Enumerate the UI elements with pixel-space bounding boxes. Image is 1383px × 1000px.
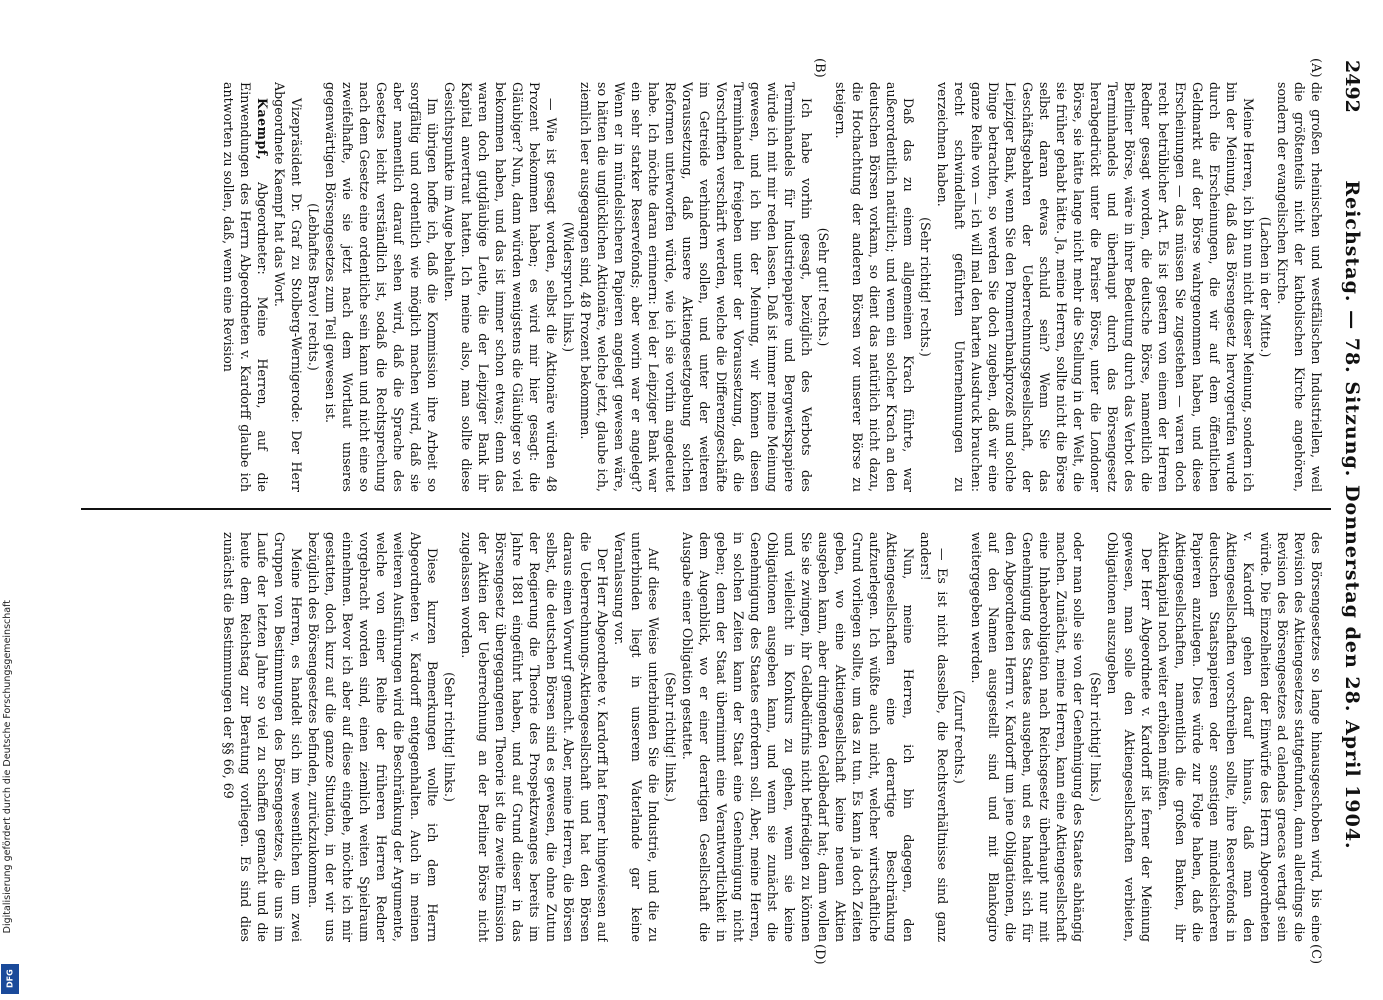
page-title: Reichstag. — 78. Sitzung. Donnerstag den 28. April 1904. — [1341, 180, 1363, 850]
paragraph: Auf diese Weise unterbinden Sie die Industrie, und die zu unterbinden liegt in unserem Vaterlande gar keine Veranlassung vor. — [612, 532, 661, 942]
paragraph: Meine Herren, es handelt sich im wesentlichen um zwei Gruppen von Bestimmungen des Börsengesetzes, die uns im Laufe der letzten Jahre so viel zu schaffen gemacht und die heute dem Reichstag zur Beratung vorliegen. Es sind dies zunächst die Bestimmungen der §§ 66, 69 — [221, 532, 304, 942]
interjection: (Sehr gut! rechts.) — [816, 227, 831, 347]
speaker-text: Abgeordneter: Meine Herren, auf die Einwendungen des Herrn Abgeordneten v. Kardorff glaube ich antworten zu sollen, daß, wenn eine Revision — [221, 82, 270, 492]
interjection: (Sehr richtig! links.) — [1088, 672, 1103, 802]
running-head — [1333, 60, 1363, 970]
paragraph: Daß das zu einem allgemeinen Krach führte, war außerordentlich natürlich; und wenn ein solcher Krach an den deutschen Börsen vorkam, so dient das natürlich nicht dazu, die Hochachtung der anderen Börsen vor unserer Börse zu steigern. — [833, 82, 916, 492]
left-column — [95, 82, 1325, 492]
margin-marker-a: (A) — [1308, 58, 1323, 78]
presiding-remark: Vizepräsident Dr. Graf zu Stolberg-Wernigerode: Der Herr Abgeordnete Kaempf hat das Wort. — [272, 82, 304, 492]
margin-marker-d: (D) — [812, 944, 827, 965]
margin-marker-b: (B) — [812, 58, 827, 78]
interjection: (Sehr richtig! links.) — [442, 672, 457, 802]
paragraph: oder man solle sie von der Genehmigung des Staates abhängig machen. Zunächst, meine Herren, kann eine Aktiengesellschaft eine Inhaberobligation nach Reichsgesetz überhaupt nur mit Genehmigung des Staates ausgeben, und es handelt sich für den Abgeordneten Herrn v. Kardorff um jene Obligationen, die auf den Namen ausgestellt sind und mit Blankogiro weitergegeben werden. — [969, 532, 1086, 942]
interjection: (Sehr richtig! links.) — [663, 672, 678, 802]
paragraph: — Wie ist gesagt worden, selbst die Aktionäre würden 48 Prozent bekommen haben; es wird mir hier gesagt: die Gläubiger? Nun, dann würden wenigstens die Gläubiger so viel bekommen haben, und das ist immer schon etwas; denn das waren doch gutgläubige Leute, die der Leipziger Bank ihr Kapital anvertraut hatten. Ich meine also, man sollte diese Gesichtspunkte im Auge behalten. — [442, 82, 559, 492]
paragraph: Im übrigen hoffe ich, daß die Kommission ihre Arbeit so sorgfältig und ordentlich wie möglich machen wird, daß sie aber namentlich darauf sehen wird, daß die Sprache des Gesetzes leicht verständlich ist, sodaß die Rechtsprechung nach dem Gesetze eine ordentliche sein kann und nicht eine so zweifelhafte, wie sie jetzt nach dem Wortlaut unseres gegenwärtigen Börsengesetzes zum Teil gewesen ist. — [323, 82, 440, 492]
speaker-name: Kaempf, — [255, 98, 270, 161]
interjection: (Sehr richtig! rechts.) — [918, 217, 933, 357]
column-divider — [81, 508, 1331, 510]
dfg-logo-icon: DFG — [1, 964, 19, 994]
margin-marker-c: (C) — [1308, 944, 1323, 965]
paragraph: des Börsengesetzes so lange hinausgeschoben wird, bis eine Revision des Aktiengesetzes stattgefunden, dann allerdings die Revision des Börsengesetzes ad calendas graecas vertagt sein würde. Die Einzelheiten der Einwürfe des Herrn Abgeordneten v. Kardorff gehen darauf hinaus, daß man den Aktiengesellschaften vorschreiben sollte, ihre Reservefonds in deutschen Staatspapieren oder sonstigen mündelsicheren Papieren anzulegen. Dies würde zur Folge haben, daß die Aktiengesellschaften, namentlich die großen Banken, ihr Aktienkapital noch weiter erhöhen müßten. — [1156, 532, 1324, 942]
right-column — [95, 532, 1325, 942]
interjection: (Widerspruch links.) — [561, 221, 576, 353]
speaker-paragraph — [220, 82, 271, 492]
page-number: 2492 — [1341, 60, 1363, 113]
interjection: (Lachen in der Mitte.) — [1258, 216, 1273, 358]
interjection: (Lebhaftes Bravo! rechts.) — [306, 203, 321, 371]
paragraph: — Es ist nicht dasselbe, die Rechtsverhältnisse sind ganz anders! — [918, 532, 950, 942]
paragraph: Ich habe vorhin gesagt, bezüglich des Verbots des Terminhandels für Industriepapiere und Bergwerkspapiere würde ich mit mir reden lassen. Daß ist immer meine Meinung gewesen, und ich bin der Meinung, wir können diesen Terminhandel freigeben unter der Voraussetzung, daß die Vorschriften verschärft werden, welche die Differenzgeschäfte im Getreide verhindern sollen, und unter der weiteren Voraussetzung, daß unsere Aktiengesetzgebung solchen Reformen unterworfen würde, wie ich sie vorhin angedeutet habe. Ich möchte daran erinnern: bei der Leipziger Bank war ein sehr starker Reservefonds; aber worin war er angelegt? Wenn er in mündelsicheren Papieren angelegt gewesen wäre, so hätten die unglücklichen Aktionäre, welche jetzt, glaube ich, ziemlich leer ausgegangen sind, 48 Prozent bekommen. — [578, 82, 814, 492]
paragraph: Der Herr Abgeordnete v. Kardorff hat ferner hingewiesen auf die Ueberrechnungs-Aktiengesellschaft und hat den Börsen daraus einen Vorwurf gemacht. Aber, meine Herren, die Börsen selbst, die deutschen Börsen sind es gewesen, die ohne Zutun der Regierung die Theorie des Prospektzwanges bereits im Jahre 1881 eingeführt haben, und auf Grund dieser in das Börsengesetz übergegangenen Theorie ist die zweite Emission der Aktien der Ueberrechnung an der Berliner Börse nicht zugelassen worden. — [459, 532, 610, 942]
paragraph: Nun, meine Herren, ich bin dagegen, den Aktiengesellschaften eine derartige Beschränkung aufzuerlegen. Ich wüßte auch nicht, welcher wirtschaftliche Grund vorliegen sollte, um das zu tun. Es kann ja doch Zeiten geben, wo eine Aktiengesellschaft keine neuen Aktien ausgeben kann, aber dringenden Geldbedarf hat; dann wollen Sie sie zwingen, ihr Geldbedürfnis nicht befriedigen zu können und vielleicht in Konkurs zu gehen, wenn sie keine Obligationen ausgeben kann, und wenn sie zunächst die Genehmigung des Staates erfordern soll. Aber, meine Herren, in solchen Zeiten kann der Staat eine Genehmigung nicht geben; denn der Staat übernimmt eine Verantwortlichkeit in dem Augenblick, wo er einer derartigen Gesellschaft die Ausgabe einer Obligation gestattet. — [680, 532, 916, 942]
paragraph: Meine Herren, ich bin nun nicht dieser Meinung, sondern ich bin der Meinung, daß das Börsengesetz hervorgerufen wurde durch die Erscheinungen, die wir auf dem öffentlichen Geldmarkt auf der Börse wahrgenommen haben, und diese Erscheinungen — das müssen Sie zugestehen — waren doch recht betrüblicher Art. Es ist gestern von einem der Herren Redner gesagt worden, die deutsche Börse, namentlich die Berliner Börse, wäre in ihrer Bedeutung durch das Verbot des Terminhandels und überhaupt durch das Börsengesetz herabgedrückt unter die Pariser Börse, unter die Londoner Börse, sie hätte lange nicht mehr die Stellung in der Welt, die sie früher gehabt hätte. Ja, meine Herren, sollte nicht die Börse selbst daran etwas schuld sein? Wenn Sie das Geschäftsgebahren der Ueberrechnungsgesellschaft, der Leipziger Bank, wenn Sie den Pommernbankprozeß und solche Dinge betrachten, so werden Sie doch zugeben, daß wir eine ganze Reihe von — ich will mal den harten Ausdruck brauchen: recht schwindelhaft geführten Unternehmungen zu verzeichnen haben. — [935, 82, 1256, 492]
paragraph: Diese kurzen Bemerkungen wollte ich dem Herrn Abgeordneten v. Kardorff entgegenhalten. Auch in meinen weiteren Ausführungen wird die Beschränkung der Argumente, welche von einer Reihe der früheren Herren Redner vorgebracht worden sind, einen ziemlich weiten Spielraum einnehmen. Bevor ich aber auf diese eingehe, möchte ich mir gestatten, doch kurz auf die ganze Situation, in der wir uns bezüglich des Börsengesetzes befinden, zurückzukommen. — [306, 532, 440, 942]
funding-credit: Digitalisierung gefördert durch die Deutsche Forschungsgemeinschaft — [2, 600, 13, 934]
interjection: (Zuruf rechts.) — [952, 690, 967, 784]
paragraph: Der Herr Abgeordnete v. Kardorff ist ferner der Meinung gewesen, man solle den Aktiengesellschaften verbieten, Obligationen auszugeben — [1105, 532, 1154, 942]
paragraph: die großen rheinischen und westfälischen Industriellen, weil die größtenteils nicht der katholischen Kirche angehören, sondern der evangelischen Kirche. — [1275, 82, 1324, 492]
digitization-sidebar — [0, 0, 22, 1000]
